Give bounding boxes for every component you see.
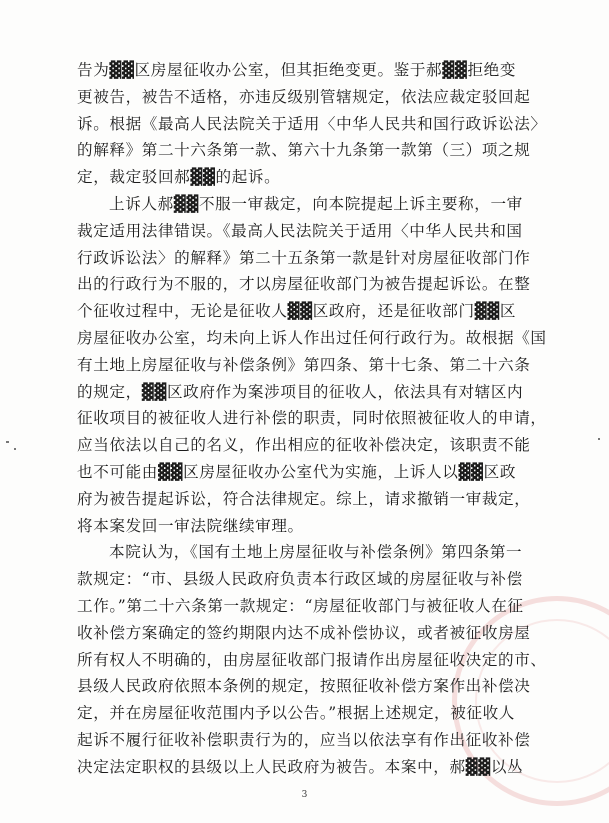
page-number: 3 [301,790,308,800]
paragraph-2-line: 房屋征收办公室，均未向上诉人作出过任何行政行为。故根据《国 [77,329,547,347]
paragraph-1-line: 诉。根据《最高人民法院关于适用〈中华人民共和国行政诉讼法〉 [77,114,547,133]
paragraph-3-line: 款规定：“市、县级人民政府负责本行政区域的房屋征收与补偿 [77,570,523,589]
paragraph-3-line: 工作。”第二十六条第一款规定：“房屋征收部门与被征收人在征 [77,597,524,615]
paragraph-3-line: 收补偿方案确定的签约期限内达不成补偿协议，或者被征收房屋 [77,623,531,642]
paragraph-3-line: 本院认为，《国有土地上房屋征收与补偿条例》第四条第一 [109,543,523,562]
paragraph-2-line: 行政诉讼法〉的解释》第二十五条第一款是针对房屋征收部门作 [77,248,531,267]
paragraph-2-line: 出的行政行为不服的，才以房屋征收部门为被告提起诉讼。在整 [77,275,531,294]
scan-speck [14,448,16,450]
paragraph-1-line: 定，裁定驳回郝▓▓的起诉。 [77,168,281,187]
paragraph-1-line: 的解释》第二十六条第一款、第六十九条第一款第（三）项之规 [77,141,531,160]
paragraph-2-line: 有土地上房屋征收与补偿条例》第四条、第十七条、第二十六条 [77,355,531,374]
paragraph-3-line: 决定法定职权的县级以上人民政府为被告。本案中，郝▓▓以丛 [77,757,524,776]
paragraph-2-line: 将本案发回一审法院继续审理。 [77,516,304,535]
paragraph-2-line: 个征收过程中，无论是征收人▓▓区政府，还是征收部门▓▓区 [77,302,517,321]
paragraph-3-line: 起诉不履行征收补偿职责行为的，应当以依法享有作出征收补偿 [77,731,531,749]
paragraph-2-line: 也不可能由▓▓区房屋征收办公室代为实施，上诉人以▓▓区政 [77,463,517,481]
paragraph-3-line: 所有权人不明确的，由房屋征收部门报请作出房屋征收决定的市、 [77,650,547,669]
paragraph-2-line: 的规定，▓▓区政府作为案涉项目的征收人，依法具有对辖区内 [77,382,524,401]
paragraph-1-line: 告为▓▓区房屋征收办公室，但其拒绝变更。鉴于郝▓▓拒绝变 [77,61,517,79]
scan-speck [6,441,9,443]
paragraph-1-line: 更被告，被告不适格，亦违反级别管辖规定，依法应裁定驳回起 [77,87,531,106]
paragraph-3-line: 县级人民政府依照本条例的规定，按照征收补偿方案作出补偿决 [77,677,531,696]
paragraph-2-line: 应当依法以自己的名义，作出相应的征收补偿决定，该职责不能 [77,436,531,455]
paragraph-2-line: 征收项目的被征收人进行补偿的职责，同时依照被征收人的申请， [77,409,547,428]
paragraph-2-line: 府为被告提起诉讼，符合法律规定。综上，请求撤销一审裁定， [77,489,531,508]
paragraph-2-line: 裁定适用法律错误。《最高人民法院关于适用〈中华人民共和国 [77,221,523,240]
paragraph-3-line: 定，并在房屋征收范围内予以公告。”根据上述规定，被征收人 [77,704,516,723]
scan-speck [598,438,600,440]
paragraph-2-line: 上诉人郝▓▓不服一审裁定，向本院提起上诉主要称，一审 [109,195,523,213]
